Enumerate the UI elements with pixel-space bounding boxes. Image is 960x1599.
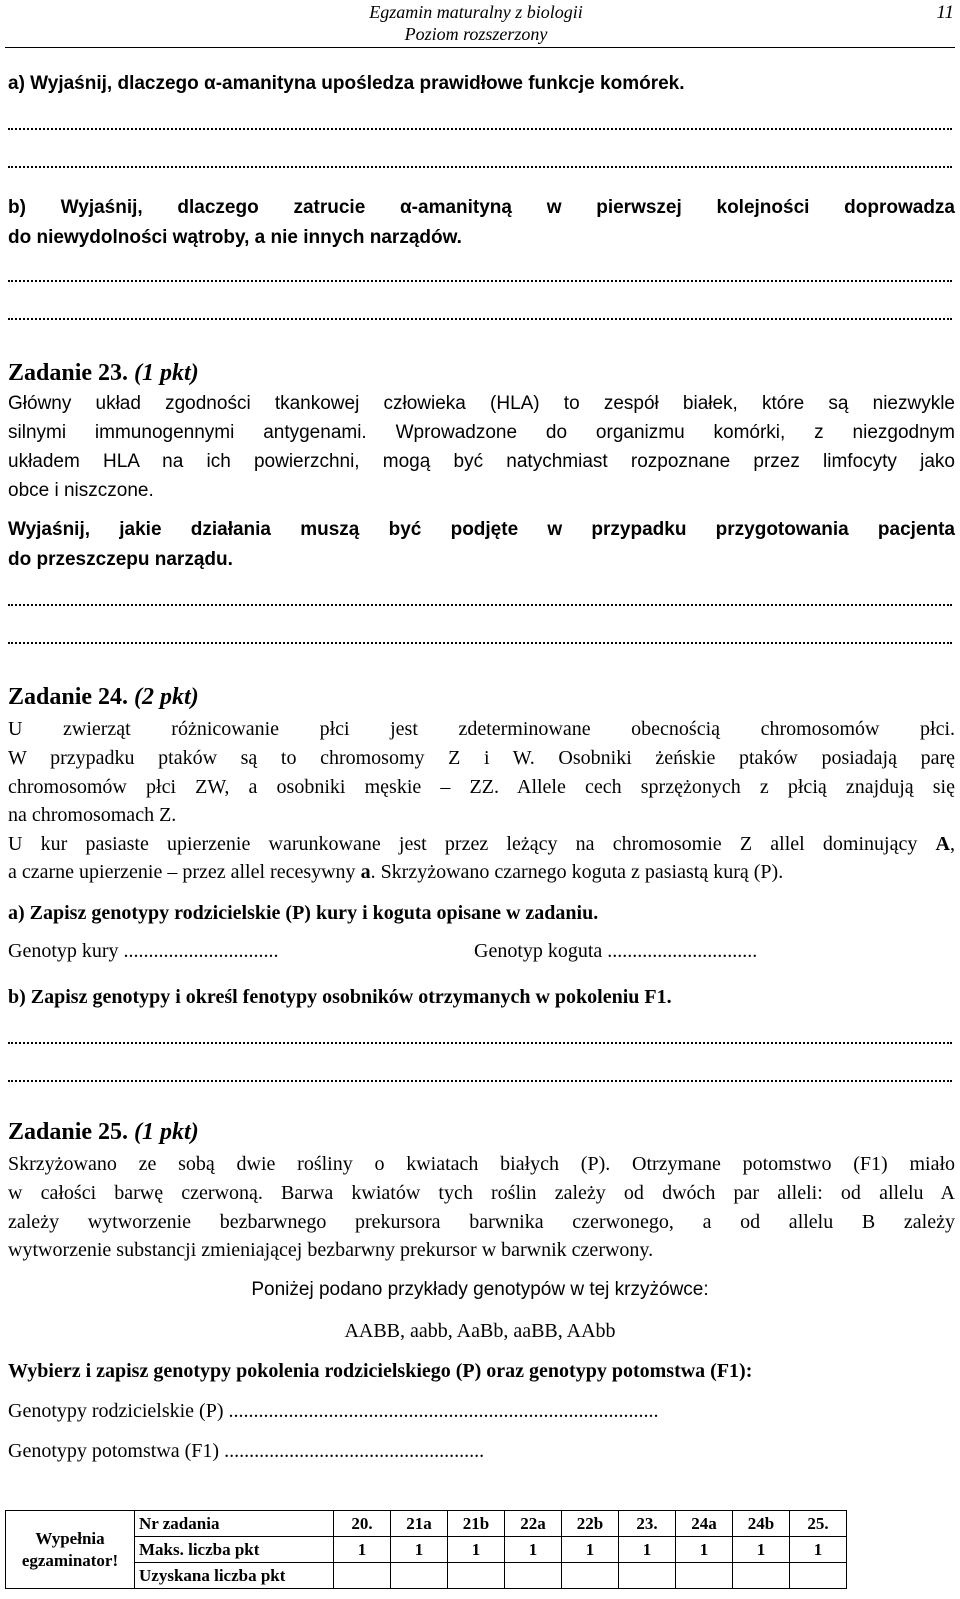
task23-text-line: układem HLA na ich powierzchni, mogą być natychmiast rozpoznane przez limfocyty jako (8, 451, 955, 472)
row-label-task-number: Nr zadania (135, 1511, 334, 1537)
task24-question-a: a) Zapisz genotypy rodzicielskie (P) kury i koguta opisane w zadaniu. (8, 902, 599, 924)
task25-heading (8, 1119, 955, 1145)
obtained-points-cell[interactable] (391, 1563, 448, 1589)
task-number-cell: 24b (733, 1511, 790, 1537)
header-divider (5, 47, 955, 48)
task22-question-b-line2: do niewydolności wątroby, a nie innych narządów. (8, 227, 462, 248)
task24-text-line: W przypadku ptaków są to chromosomy Z i W. Osobniki żeńskie ptaków posiadają parę (8, 747, 955, 769)
task25-text-line: w całości barwę czerwoną. Barwa kwiatów tych roślin zależy od dwóch par alleli: od allelu A (8, 1182, 955, 1204)
row-label-obtained-points: Uzyskana liczba pkt (135, 1563, 334, 1589)
score-table (5, 1510, 847, 1589)
answer-line[interactable] (8, 308, 952, 320)
task23-question-line1: Wyjaśnij, jakie działania muszą być podjęte w przypadku przygotowania pacjenta (8, 519, 955, 540)
examiner-note: Wypełnia egzaminator! (6, 1511, 135, 1589)
max-points-cell: 1 (505, 1537, 562, 1563)
obtained-points-cell[interactable] (562, 1563, 619, 1589)
exam-title: Egzamin maturalny z biologii (369, 2, 583, 22)
task24-text-line: U zwierząt różnicowanie płci jest zdeterminowane obecnością chromosomów płci. (8, 718, 955, 740)
task24-text-line: a czarne upierzenie – przez allel recesywny a. Skrzyżowano czarnego koguta z pasiastą kurą (P). (8, 861, 784, 883)
task23-text-line: obce i niszczone. (8, 480, 154, 501)
task23-text-line: Główny układ zgodności tkankowej człowieka (HLA) to zespół białek, które są niezwykle (8, 393, 955, 414)
task-points: (1 pkt) (134, 360, 199, 386)
task25-text-line: wytworzenie substancji zmieniającej bezbarwny prekursor w barwnik czerwony. (8, 1239, 654, 1261)
page-number: 11 (936, 2, 954, 23)
task-number: Zadanie 23. (8, 360, 129, 386)
genotype-hen-field[interactable]: Genotyp kury ............................... (8, 940, 279, 962)
task-number-cell: 22b (562, 1511, 619, 1537)
task24-question-b: b) Zapisz genotypy i określ fenotypy osobników otrzymanych w pokoleniu F1. (8, 986, 672, 1008)
max-points-cell: 1 (391, 1537, 448, 1563)
task-points: (1 pkt) (134, 1119, 199, 1145)
task-number: Zadanie 25. (8, 1119, 129, 1145)
parents-genotype-field[interactable]: Genotypy rodzicielskie (P) ...................................................................................... (8, 1400, 659, 1422)
task25-text-line: zależy wytworzenie bezbarwnego prekursora barwnika czerwonego, a od allelu B zależy (8, 1211, 955, 1233)
task-number-cell: 20. (334, 1511, 391, 1537)
task22-question-b-line1: b) Wyjaśnij, dlaczego zatrucie α-amanityną w pierwszej kolejności doprowadza (8, 197, 955, 218)
max-points-cell: 1 (676, 1537, 733, 1563)
task24-text-line: chromosomów płci ZW, a osobniki męskie – ZZ. Allele cech sprzężonych z płcią znajdują się (8, 776, 955, 798)
task-number-cell: 24a (676, 1511, 733, 1537)
table-row (6, 1511, 847, 1537)
max-points-cell: 1 (790, 1537, 847, 1563)
answer-line[interactable] (8, 270, 952, 282)
task22-question-a: a) Wyjaśnij, dlaczego α-amanityna upośledza prawidłowe funkcje komórek. (8, 73, 685, 94)
answer-line[interactable] (8, 594, 952, 606)
task-number: Zadanie 24. (8, 684, 129, 710)
task-number-cell: 21b (448, 1511, 505, 1537)
genotype-rooster-field[interactable]: Genotyp koguta .............................. (474, 940, 758, 962)
max-points-cell: 1 (562, 1537, 619, 1563)
exam-level: Poziom rozszerzony (404, 24, 548, 44)
answer-line[interactable] (8, 156, 952, 168)
task-number-cell: 23. (619, 1511, 676, 1537)
obtained-points-cell[interactable] (619, 1563, 676, 1589)
max-points-cell: 1 (448, 1537, 505, 1563)
answer-line[interactable] (8, 1070, 952, 1082)
obtained-points-cell[interactable] (448, 1563, 505, 1589)
task-number-cell: 21a (391, 1511, 448, 1537)
task23-heading (8, 360, 955, 386)
task24-text-line: na chromosomach Z. (8, 804, 177, 826)
obtained-points-cell[interactable] (334, 1563, 391, 1589)
obtained-points-cell[interactable] (676, 1563, 733, 1589)
page-header (0, 0, 960, 46)
max-points-cell: 1 (334, 1537, 391, 1563)
answer-line[interactable] (8, 632, 952, 644)
task-number-cell: 22a (505, 1511, 562, 1537)
task23-question-line2: do przeszczepu narządu. (8, 549, 233, 570)
task-points: (2 pkt) (134, 684, 199, 710)
obtained-points-cell[interactable] (733, 1563, 790, 1589)
task25-question: Wybierz i zapisz genotypy pokolenia rodzicielskiego (P) oraz genotypy potomstwa (F1): (8, 1360, 753, 1382)
offspring-genotype-field[interactable]: Genotypy potomstwa (F1) .................................................... (8, 1440, 485, 1462)
genotype-examples: AABB, aabb, AaBb, aaBB, AAbb (344, 1320, 616, 1342)
obtained-points-cell[interactable] (505, 1563, 562, 1589)
row-label-max-points: Maks. liczba pkt (135, 1537, 334, 1563)
genotype-examples-intro: Poniżej podano przykłady genotypów w tej krzyżówce: (251, 1279, 709, 1300)
answer-line[interactable] (8, 1032, 952, 1044)
task-number-cell: 25. (790, 1511, 847, 1537)
obtained-points-cell[interactable] (790, 1563, 847, 1589)
task23-text-line: silnymi immunogennymi antygenami. Wprowadzone do organizmu komórki, z niezgodnym (8, 422, 955, 443)
answer-line[interactable] (8, 118, 952, 130)
max-points-cell: 1 (733, 1537, 790, 1563)
task24-heading (8, 684, 955, 710)
max-points-cell: 1 (619, 1537, 676, 1563)
task25-text-line: Skrzyżowano ze sobą dwie rośliny o kwiatach białych (P). Otrzymane potomstwo (F1) miało (8, 1153, 955, 1175)
task24-text-line: U kur pasiaste upierzenie warunkowane jest przez leżący na chromosomie Z allel dominujący A, (8, 833, 955, 855)
